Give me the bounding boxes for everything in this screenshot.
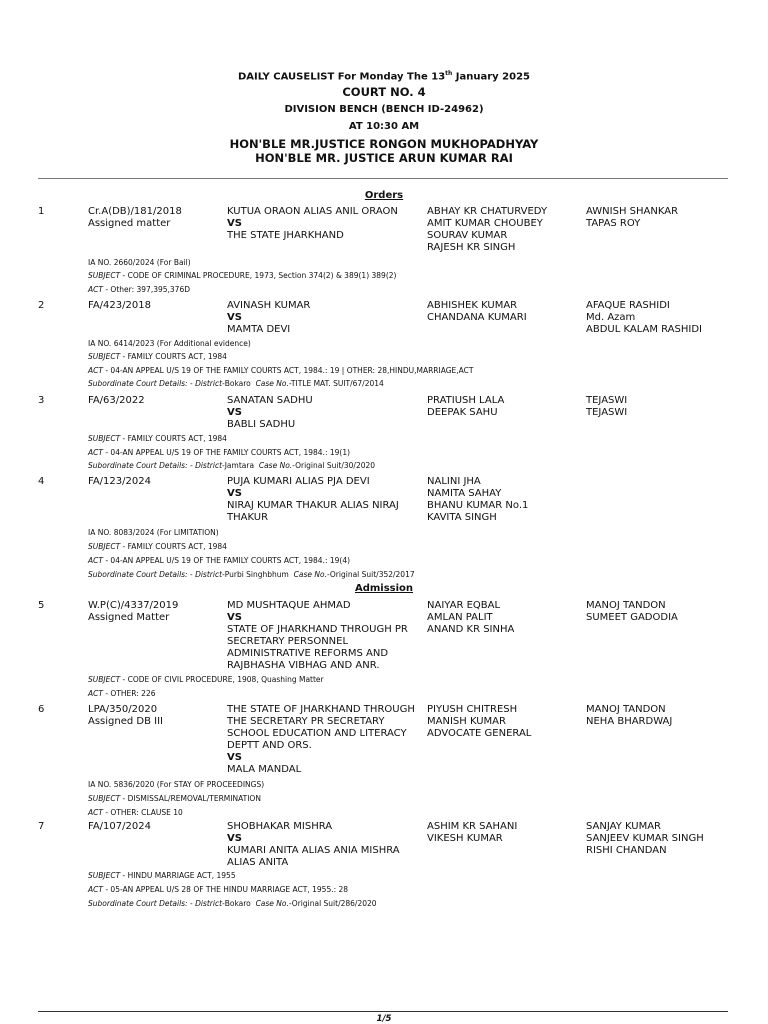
- petitioner-advocate: AMLAN PALIT: [427, 612, 493, 623]
- respondent-name: SECRETARY PERSONNEL: [227, 636, 349, 647]
- serial-number: 1: [38, 206, 45, 217]
- respondent-name: NIRAJ KUMAR THAKUR ALIAS NIRAJ: [227, 500, 399, 511]
- case-note: Assigned DB III: [88, 716, 163, 727]
- bench-details: DIVISION BENCH (BENCH ID-24962): [284, 104, 484, 115]
- act-value: - Other: 397,395,376D: [102, 285, 190, 294]
- case-number: Cr.A(DB)/181/2018: [88, 206, 182, 217]
- subject-label: SUBJECT: [88, 271, 121, 280]
- petitioner-name: MD MUSHTAQUE AHMAD: [227, 600, 351, 611]
- case-no-label: Case No.: [255, 899, 289, 908]
- case-no-value: -Original Suit/30/2020: [292, 461, 376, 470]
- subject-value: - FAMILY COURTS ACT, 1984: [120, 434, 227, 443]
- case-no-value: -Original Suit/286/2020: [288, 899, 377, 908]
- act-label: ACT: [88, 366, 103, 375]
- respondent-advocate: NEHA BHARDWAJ: [586, 716, 673, 727]
- serial-number: 5: [38, 600, 45, 611]
- act-label: ACT: [88, 556, 103, 565]
- versus-label: VS: [227, 312, 242, 323]
- respondent-advocate: SUMEET GADODIA: [586, 612, 678, 623]
- respondent-name: MAMTA DEVI: [227, 324, 291, 335]
- case-no-label: Case No.: [255, 379, 289, 388]
- case-note: Assigned Matter: [88, 612, 170, 623]
- act-value: - 04-AN APPEAL U/S 19 OF THE FAMILY COURTS ACT, 1984.: 19(1): [102, 448, 351, 457]
- subject-line: [88, 352, 227, 362]
- case-number: W.P(C)/4337/2019: [88, 600, 179, 611]
- respondent-name: THE STATE JHARKHAND: [227, 230, 344, 241]
- petitioner-name: AVINASH KUMAR: [227, 300, 311, 311]
- petitioner-name: PUJA KUMARI ALIAS PJA DEVI: [227, 476, 370, 487]
- respondent-name: KUMARI ANITA ALIAS ANIA MISHRA: [227, 845, 400, 856]
- act-line: [88, 448, 350, 458]
- petitioner-advocate: ANAND KR SINHA: [427, 624, 515, 635]
- versus-label: VS: [227, 833, 242, 844]
- subject-value: - FAMILY COURTS ACT, 1984: [120, 542, 227, 551]
- case-number: FA/107/2024: [88, 821, 151, 832]
- footer-divider: [38, 1011, 728, 1012]
- ia-details: IA NO. 2660/2024 (For Bail): [88, 258, 191, 267]
- date-heading-text: DAILY CAUSELIST For Monday The 13: [237, 71, 446, 83]
- subject-line: [88, 675, 324, 685]
- respondent-advocate: TEJASWI: [586, 407, 628, 418]
- petitioner-advocate: ABHISHEK KUMAR: [427, 300, 518, 311]
- subordinate-court-label: Subordinate Court Details: - District-: [88, 379, 225, 388]
- subordinate-court-details: [88, 379, 384, 389]
- respondent-advocate: MANOJ TANDON: [586, 600, 666, 611]
- act-label: ACT: [88, 448, 103, 457]
- act-line: [88, 285, 190, 295]
- subordinate-court-label: Subordinate Court Details: - District-: [88, 461, 225, 470]
- versus-label: VS: [227, 612, 242, 623]
- petitioner-name: THE SECRETARY PR SECRETARY: [227, 716, 385, 727]
- petitioner-name: THE STATE OF JHARKHAND THROUGH: [227, 704, 415, 715]
- petitioner-advocate: NAMITA SAHAY: [427, 488, 502, 499]
- subject-line: [88, 794, 261, 804]
- act-line: [88, 689, 156, 699]
- sitting-time: AT 10:30 AM: [348, 121, 420, 132]
- case-no-label: Case No.: [293, 570, 327, 579]
- versus-label: VS: [227, 218, 242, 229]
- act-value: - OTHER: CLAUSE 10: [102, 808, 183, 817]
- respondent-name: BABLI SADHU: [227, 419, 296, 430]
- petitioner-advocate: ADVOCATE GENERAL: [427, 728, 532, 739]
- respondent-advocate: RISHI CHANDAN: [586, 845, 667, 856]
- respondent-advocate: SANJEEV KUMAR SINGH: [586, 833, 704, 844]
- case-no-value: -Original Suit/352/2017: [326, 570, 415, 579]
- petitioner-advocate: PRATIUSH LALA: [427, 395, 505, 406]
- date-heading-month: January 2025: [452, 71, 531, 83]
- respondent-advocate: AFAQUE RASHIDI: [586, 300, 670, 311]
- page-number: 1/5: [376, 1014, 392, 1024]
- district-value: Purbi Singhbhum: [224, 570, 289, 579]
- respondent-advocate: TEJASWI: [586, 395, 628, 406]
- case-no-label: Case No.: [258, 461, 293, 470]
- act-line: [88, 556, 350, 566]
- respondent-name: MALA MANDAL: [227, 764, 302, 775]
- act-line: [88, 808, 183, 818]
- serial-number: 3: [38, 395, 45, 406]
- subject-line: [88, 542, 227, 552]
- serial-number: 7: [38, 821, 45, 832]
- subject-label: SUBJECT: [88, 871, 121, 880]
- petitioner-name: DEPTT AND ORS.: [227, 740, 312, 751]
- judge-name-1: HON'BLE MR.JUSTICE RONGON MUKHOPADHYAY: [229, 137, 539, 151]
- header-divider: [38, 178, 728, 179]
- case-no-value: -TITLE MAT. SUIT/67/2014: [288, 379, 384, 388]
- respondent-name: RAJBHASHA VIBHAG AND ANR.: [227, 660, 380, 671]
- serial-number: 2: [38, 300, 45, 311]
- subordinate-court-label: Subordinate Court Details: - District-: [88, 899, 225, 908]
- respondent-advocate: ABDUL KALAM RASHIDI: [586, 324, 702, 335]
- subject-label: SUBJECT: [88, 542, 121, 551]
- subject-line: [88, 871, 236, 881]
- section-heading-orders: Orders: [364, 190, 404, 201]
- section-heading-admission: Admission: [354, 583, 414, 594]
- act-line: [88, 885, 348, 895]
- ia-details: IA NO. 6414/2023 (For Additional evidence): [88, 339, 251, 348]
- respondent-advocate: SANJAY KUMAR: [586, 821, 662, 832]
- petitioner-advocate: VIKESH KUMAR: [427, 833, 503, 844]
- petitioner-advocate: SOURAV KUMAR: [427, 230, 508, 241]
- act-label: ACT: [88, 285, 103, 294]
- subject-value: - CODE OF CRIMINAL PROCEDURE, 1973, Section 374(2) & 389(1) 389(2): [120, 271, 397, 280]
- act-value: - 04-AN APPEAL U/S 19 OF THE FAMILY COURTS ACT, 1984.: 19 | OTHER: 28,HINDU,MARRIAGE,ACT: [102, 366, 474, 375]
- act-label: ACT: [88, 689, 103, 698]
- petitioner-advocate: CHANDANA KUMARI: [427, 312, 527, 323]
- ia-details: IA NO. 8083/2024 (For LIMITATION): [88, 528, 219, 537]
- date-heading-suffix: th: [445, 70, 453, 77]
- petitioner-advocate: DEEPAK SAHU: [427, 407, 498, 418]
- petitioner-advocate: ABHAY KR CHATURVEDY: [427, 206, 548, 217]
- petitioner-name: SANATAN SADHU: [227, 395, 313, 406]
- subject-value: - HINDU MARRIAGE ACT, 1955: [120, 871, 236, 880]
- district-value: Bokaro: [224, 899, 251, 908]
- causelist-date-heading: [0, 70, 768, 82]
- judge-name-2: HON'BLE MR. JUSTICE ARUN KUMAR RAI: [255, 151, 513, 165]
- court-number: COURT NO. 4: [342, 85, 426, 99]
- subject-value: - DISMISSAL/REMOVAL/TERMINATION: [120, 794, 261, 803]
- act-value: - 04-AN APPEAL U/S 19 OF THE FAMILY COURTS ACT, 1984.: 19(4): [102, 556, 351, 565]
- subordinate-court-details: [88, 461, 375, 471]
- subject-label: SUBJECT: [88, 675, 121, 684]
- petitioner-advocate: RAJESH KR SINGH: [427, 242, 516, 253]
- district-value: Jamtara: [224, 461, 255, 470]
- respondent-advocate: MANOJ TANDON: [586, 704, 666, 715]
- subject-line: [88, 271, 396, 281]
- petitioner-advocate: KAVITA SINGH: [427, 512, 497, 523]
- petitioner-advocate: NAIYAR EQBAL: [427, 600, 501, 611]
- petitioner-advocate: AMIT KUMAR CHOUBEY: [427, 218, 543, 229]
- petitioner-advocate: BHANU KUMAR No.1: [427, 500, 529, 511]
- versus-label: VS: [227, 407, 242, 418]
- case-number: FA/423/2018: [88, 300, 151, 311]
- subordinate-court-label: Subordinate Court Details: - District-: [88, 570, 225, 579]
- petitioner-name: SHOBHAKAR MISHRA: [227, 821, 333, 832]
- subject-value: - CODE OF CIVIL PROCEDURE, 1908, Quashing Matter: [120, 675, 324, 684]
- respondent-name: STATE OF JHARKHAND THROUGH PR: [227, 624, 408, 635]
- petitioner-advocate: MANISH KUMAR: [427, 716, 506, 727]
- subject-label: SUBJECT: [88, 352, 121, 361]
- district-value: Bokaro: [224, 379, 251, 388]
- serial-number: 6: [38, 704, 45, 715]
- case-number: FA/123/2024: [88, 476, 151, 487]
- respondent-name: ALIAS ANITA: [227, 857, 289, 868]
- petitioner-advocate: NALINI JHA: [427, 476, 481, 487]
- ia-details: IA NO. 5836/2020 (For STAY OF PROCEEDINGS): [88, 780, 265, 789]
- respondent-advocate: TAPAS ROY: [586, 218, 641, 229]
- respondent-advocate: AWNISH SHANKAR: [586, 206, 679, 217]
- subordinate-court-details: [88, 899, 377, 909]
- act-label: ACT: [88, 808, 103, 817]
- act-value: - 05-AN APPEAL U/S 28 OF THE HINDU MARRIAGE ACT, 1955.: 28: [102, 885, 349, 894]
- petitioner-name: SCHOOL EDUCATION AND LITERACY: [227, 728, 407, 739]
- petitioner-name: KUTUA ORAON ALIAS ANIL ORAON: [227, 206, 398, 217]
- subject-line: [88, 434, 227, 444]
- subject-value: - FAMILY COURTS ACT, 1984: [120, 352, 227, 361]
- versus-label: VS: [227, 488, 242, 499]
- respondent-name: ADMINISTRATIVE REFORMS AND: [227, 648, 389, 659]
- petitioner-advocate: ASHIM KR SAHANI: [427, 821, 518, 832]
- serial-number: 4: [38, 476, 45, 487]
- act-value: - OTHER: 226: [102, 689, 156, 698]
- case-number: FA/63/2022: [88, 395, 145, 406]
- versus-label: VS: [227, 752, 242, 763]
- respondent-name: THAKUR: [227, 512, 269, 523]
- act-label: ACT: [88, 885, 103, 894]
- subject-label: SUBJECT: [88, 794, 121, 803]
- case-note: Assigned matter: [88, 218, 171, 229]
- petitioner-advocate: PIYUSH CHITRESH: [427, 704, 518, 715]
- subordinate-court-details: [88, 570, 415, 580]
- case-number: LPA/350/2020: [88, 704, 158, 715]
- subject-label: SUBJECT: [88, 434, 121, 443]
- respondent-advocate: Md. Azam: [586, 312, 636, 323]
- act-line: [88, 366, 473, 376]
